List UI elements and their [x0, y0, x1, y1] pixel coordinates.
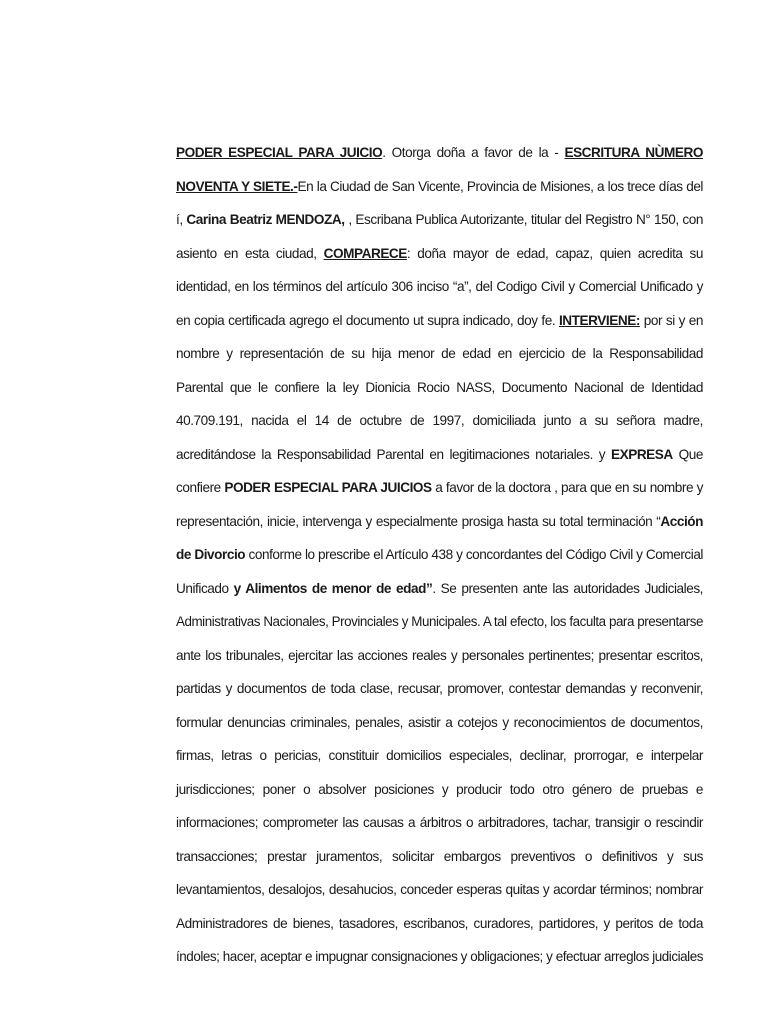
text-line	[176, 208, 703, 242]
text-run: a favor de la doctora , para que en su nombre y	[431, 480, 703, 495]
text-run: transacciones; prestar juramentos, solicitar embargos preventivos o definitivos y sus	[176, 848, 703, 864]
text-run: firmas, letras o pericias, constituir domicilios especiales, declinar, prorrogar, e interpelar	[176, 748, 703, 763]
emphasized-heading-text: COMPARECE	[323, 245, 407, 261]
text-run: Que	[672, 446, 703, 462]
text-run: nombre y representación de su hija menor de edad en ejercicio de la Responsabilidad	[176, 346, 703, 361]
emphasized-heading-text: PODER ESPECIAL PARA JUICIO	[176, 145, 383, 160]
text-run: Administradores de bienes, tasadores, escribanos, curadores, partidores, y peritos de toda	[176, 915, 703, 931]
text-line	[176, 577, 703, 611]
text-line	[176, 242, 703, 276]
text-run: asiento en esta ciudad,	[176, 245, 324, 261]
text-run: 40.709.191, nacida el 14 de octubre de 1997, domiciliada junto a su señora madre,	[176, 413, 703, 428]
text-run: identidad, en los términos del artículo 306 inciso “a”, del Codigo Civil y Comercial Unificado y	[176, 279, 703, 294]
text-run: en copia certificada agrego el documento ut supra indicado, doy fe.	[176, 312, 559, 328]
bold-text: Acción	[660, 513, 703, 529]
text-run: Parental que le confiere la ley Dionicia Rocio NASS, Documento Nacional de Identidad	[176, 379, 703, 395]
text-line	[176, 342, 703, 376]
text-run: índoles; hacer, aceptar e impugnar consignaciones y obligaciones; y efectuar arreglos judiciales	[176, 949, 703, 964]
text-line	[176, 275, 703, 309]
text-line	[176, 878, 703, 912]
text-line	[176, 778, 703, 812]
text-run: representación, inicie, intervenga y especialmente prosiga hasta su total terminación “	[176, 513, 661, 529]
text-line	[176, 677, 703, 711]
emphasized-heading-text: ESCRITURA NÙMERO	[564, 145, 703, 160]
text-run: formular denuncias criminales, penales, asistir a cotejos y reconocimientos de documentos,	[176, 714, 703, 730]
text-run: Administrativas Nacionales, Provinciales y Municipales. A tal efecto, los faculta para presentarse	[176, 614, 703, 629]
bold-text: Carina Beatriz MENDOZA,	[186, 212, 345, 227]
text-run: por si y en	[639, 312, 703, 328]
text-run: partidas y documentos de toda clase, recusar, promover, contestar demandas y reconvenir,	[176, 681, 703, 696]
text-run: Unificado	[176, 580, 234, 596]
bold-text: PODER ESPECIAL PARA JUICIOS	[224, 480, 432, 495]
text-line	[176, 644, 703, 678]
text-run: confiere	[176, 480, 225, 495]
text-run: levantamientos, desalojos, desahucios, conceder esperas quitas y acordar términos; nombrar	[176, 882, 703, 897]
text-run: jurisdicciones; poner o absolver posiciones y producir todo otro género de pruebas e	[176, 781, 703, 797]
text-run: í,	[176, 212, 187, 227]
text-line	[176, 711, 703, 745]
text-run: . Se presenten ante las autoridades Judiciales,	[432, 580, 703, 596]
text-line	[176, 309, 703, 343]
text-line	[176, 141, 703, 175]
text-line	[176, 845, 703, 879]
text-line	[176, 175, 703, 209]
text-run: ante los tribunales, ejercitar las acciones reales y personales pertinentes; presentar escritos,	[176, 647, 703, 663]
bold-text: y Alimentos de menor de edad”	[233, 580, 433, 596]
document-body	[176, 141, 703, 979]
text-run: , Escribana Publica Autorizante, titular del Registro N° 150, con	[344, 212, 704, 227]
text-line	[176, 811, 703, 845]
emphasized-heading-text: NOVENTA Y SIETE.-	[176, 178, 298, 194]
text-line	[176, 744, 703, 778]
emphasized-heading-text: INTERVIENE:	[558, 312, 640, 328]
text-run: : doña mayor de edad, capaz, quien acredita su	[406, 245, 704, 261]
text-line	[176, 443, 703, 477]
text-line	[176, 409, 703, 443]
text-run: En la Ciudad de San Vicente, Provincia de Misiones, a los trece días del	[297, 178, 703, 194]
text-line	[176, 912, 703, 946]
text-line	[176, 610, 703, 644]
text-line	[176, 543, 703, 577]
bold-text: EXPRESA	[610, 446, 673, 462]
text-line	[176, 376, 703, 410]
text-run: . Otorga doña a favor de la -	[382, 145, 565, 160]
text-run: informaciones; comprometer las causas a árbitros o arbitradores, tachar, transigir o rescindir	[176, 815, 703, 830]
bold-text: de Divorcio	[176, 547, 246, 562]
text-line	[176, 510, 703, 544]
text-run: acreditándose la Responsabilidad Parental en legitimaciones notariales. y	[176, 446, 611, 462]
text-line	[176, 945, 703, 979]
text-line	[176, 476, 703, 510]
text-run: conforme lo prescribe el Artículo 438 y concordantes del Código Civil y Comercial	[245, 547, 704, 562]
